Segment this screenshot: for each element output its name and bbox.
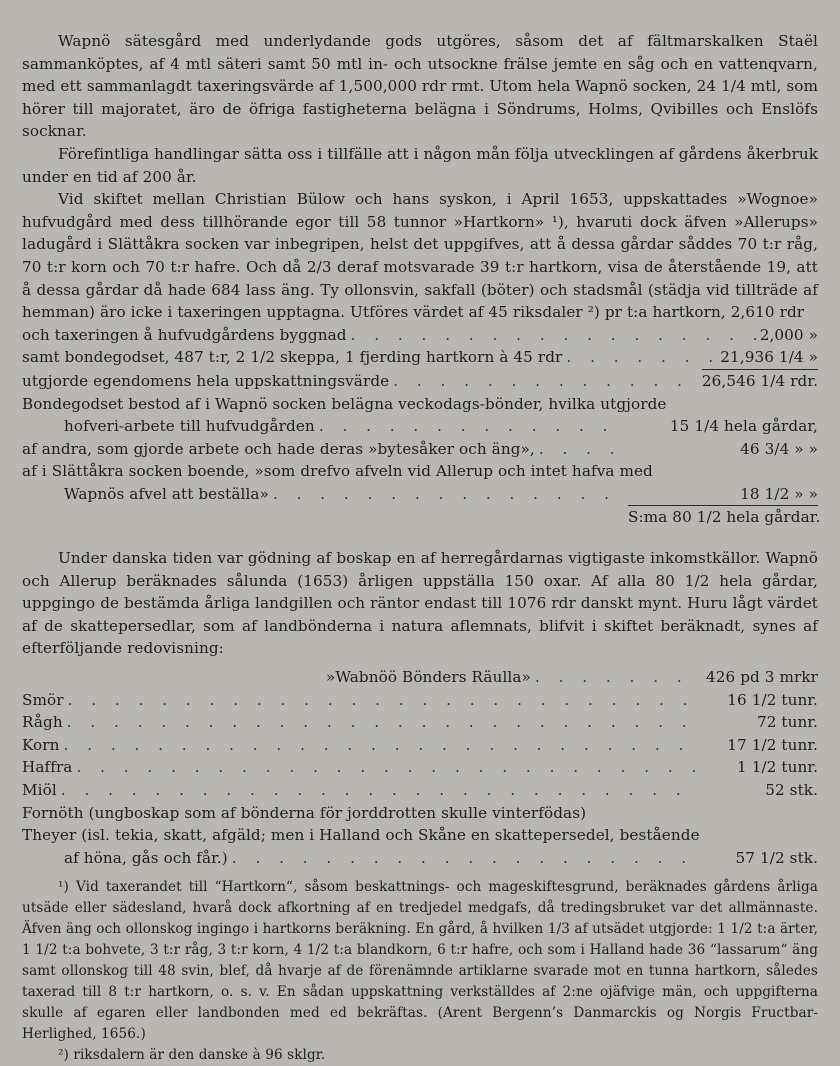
farms-row-wapno-afvel <box>22 483 818 506</box>
ledger-row-haffra <box>22 756 818 779</box>
ledger-value: 57 1/2 stk. <box>735 848 818 867</box>
danish-period-paragraph: Under danska tiden var gödning af boskap en af herregårdarnas vigtigaste inkomstkällor. Wapnö och Allerup beräknades sålunda (1653) årligen uppställa 150 oxar. Af alla 80 1/2 hela gårdar, uppgingo de bestämda årliga landgillen och räntor endast till 1076 rdr danskt mynt. Huru lågt värdet af de skattepersedlar, som af landbönderna i natura aflemnats, blifvit i skiftet beräknadt, synes af efterföljande redovisning: <box>22 549 818 658</box>
ledger-title: »Wabnöö Bönders Räulla» <box>326 668 531 687</box>
valuation-total-value: 26,546 1/4 rdr. <box>702 369 818 393</box>
ledger-title-row <box>22 666 818 689</box>
leader-dots <box>535 438 628 461</box>
leader-dots <box>64 689 698 712</box>
leader-dots <box>389 370 702 393</box>
ledger-label: af höna, gås och får.) <box>64 848 228 867</box>
leader-dots <box>562 346 720 369</box>
farms-label: af i Slättåkra socken boende, »som drefvo afveln vid Allerup och intet hafva med <box>22 462 653 481</box>
paragraph-3-value: 2,610 rdr <box>730 303 805 322</box>
valuation-row-peasant-estate <box>22 346 818 369</box>
valuation-label: samt bondegodset, 487 t:r, 2 1/2 skeppa, 1 fjerding hartkorn à 45 rdr <box>22 348 563 367</box>
ledger-row-fornoth <box>22 802 818 825</box>
ledger-row-theyer <box>22 824 818 847</box>
ledger-row-miol <box>22 779 818 802</box>
farms-total-row <box>22 505 821 529</box>
ledger-row-korn <box>22 734 818 757</box>
ledger-label: Smör <box>22 690 64 709</box>
ledger-label: Fornöth (ungboskap som af bönderna för jorddrotten skulle vinterfödas) <box>22 803 587 822</box>
leader-dots <box>315 415 628 438</box>
valuation-label: och taxeringen å hufvudgårdens byggnad <box>22 325 347 344</box>
leader-dots <box>72 756 698 779</box>
leader-dots <box>228 847 698 870</box>
ledger-value: 1 1/2 tunr. <box>737 758 818 777</box>
leader-dots <box>347 324 760 347</box>
ledger-first-value: 426 pd 3 mrkr <box>705 668 818 687</box>
farms-value: 18 1/2 » » <box>740 484 818 503</box>
ledger-value: 72 tunr. <box>756 713 818 732</box>
valuation-label: utgjorde egendomens hela uppskattningsvärde <box>22 371 390 390</box>
footnotes <box>22 877 818 1066</box>
farms-label: Wapnös afvel att beställa» <box>64 484 269 503</box>
ledger-label: Rågh <box>22 713 63 732</box>
farms-label: af andra, som gjorde arbete och hade deras »bytesåker och äng», <box>22 439 535 458</box>
intro-paragraph-3 <box>22 188 818 324</box>
ledger-label: Haffra <box>22 758 73 777</box>
leader-dots <box>60 734 698 757</box>
farms-row-slattakra <box>22 460 818 483</box>
farms-value: 46 3/4 » » <box>740 439 818 458</box>
ledger-label: Miöl <box>22 781 57 799</box>
intro-paragraph-2: Förefintliga handlingar sätta oss i tillfälle att i någon mån följa utvecklingen af gårdens åkerbruk under en tid af 200 år. <box>22 144 819 186</box>
valuation-value: 2,000 » <box>759 325 818 344</box>
valuation-row-total <box>22 369 818 393</box>
ledger-label: Theyer (isl. tekia, skatt, afgäld; men i Halland och Skåne en skattepersedel, bestående <box>22 826 700 845</box>
valuation-value: 21,936 1/4 » <box>720 348 818 367</box>
paragraph-3-text: Vid skiftet mellan Christian Bülow och hans syskon, i April 1653, uppskattades »Wognoe» hufvudgård med dess tillhörande egor till 58 tunnor »Hartkorn» ¹), hvaruti dock äfven »Allerups» ladugård i Slättåkra socken var inbegripen, helst det uppgifves, att å dessa gårdar såddes 70 t:r råg, 70 t:r korn och 70 t:r hafre. Och då 2/3 deraf motsvarade 39 t:r hartkorn, visa de återstående 19, att å dessa gårdar då hade 684 lass äng. Ty ollonsvin, sakfall (böter) och stadsmål (städja vid tillträde af hemman) äro icke i taxeringen upptagna. Utföres värdet af 45 riksdaler ²) pr t:a hartkorn, <box>22 190 818 322</box>
leader-dots <box>269 483 628 506</box>
ledger-value: 17 1/2 tunr. <box>727 735 818 754</box>
intro-paragraph-1: Wapnö sätesgård med underlydande gods utgöres, såsom det af fältmarskalken Staël sammanköptes, af 4 mtl säteri samt 50 mtl in- och utsockne frälse jemte en såg och en vattenqvarn, med ett sammanlagdt taxeringsvärde af 1,500,000 rdr rmt. Utom hela Wapnö socken, 24 1/4 mtl, som hörer till majoratet, äro de öfriga fastigheterna belägna i Söndrums, Holms, Qvibilles och Enslöfs socknar. <box>22 32 818 141</box>
ledger-row-theyer-cont <box>22 847 818 870</box>
section-gap <box>22 529 818 547</box>
farms-label: hofveri-arbete till hufvudgården <box>64 417 315 436</box>
farms-row-hofveri <box>22 415 818 438</box>
leader-dots <box>531 666 698 689</box>
ledger-label: Korn <box>22 735 60 754</box>
farms-total: S:ma 80 1/2 hela gårdar. <box>628 505 818 529</box>
ledger-row-smor <box>22 689 818 712</box>
leader-dots <box>57 779 698 802</box>
farms-row-others <box>22 438 818 461</box>
footnote-2: ²) riksdalern är den danske à 96 sklgr. <box>58 1047 326 1064</box>
ledger-value: 52 stk. <box>765 781 818 799</box>
farms-heading: Bondegodset bestod af i Wapnö socken belägna veckodags-bönder, hvilka utgjorde <box>22 394 667 413</box>
farms-value: 15 1/4 hela gårdar, <box>669 417 818 436</box>
leader-dots <box>63 711 698 734</box>
ledger-row-ragh <box>22 711 818 734</box>
footnote-1: ¹) Vid taxerandet till “Hartkorn“, såsom beskattnings- och mageskiftesgrund, beräknades gårdens årliga utsäde eller sädesland, hvarå dock afkortning af en tredjedel medgafs, då tredingsbruket var det allmännaste. Äfven äng och ollonskog ingingo i hartkorns beräkning. En gård, å hvilken 1/3 af utsädet utgjorde: 1 1/2 t:a ärter, 1 1/2 t:a bohvete, 3 t:r råg, 3 t:r korn, 4 1/2 t:a blandkorn, 6 t:r hafre, och som i Halland hade 36 “lassarum“ äng samt ollonskog till 48 svin, blef, då hvarje af de förenämnde artiklarne svarade mot en tunna hartkorn, således taxerad till 8 t:r hartkorn, o. s. v. En sådan uppskattning verkställdes af 2:ne ojäfvige män, och uppgifterna skulle af egaren eller landbonden med ed bekräftas. (Arent Bergenn’s Danmarckis og Norgis Fructbar-Herlighed, 1656.) <box>22 879 818 1043</box>
valuation-row-building <box>22 324 818 347</box>
ledger-value: 16 1/2 tunr. <box>727 690 818 709</box>
